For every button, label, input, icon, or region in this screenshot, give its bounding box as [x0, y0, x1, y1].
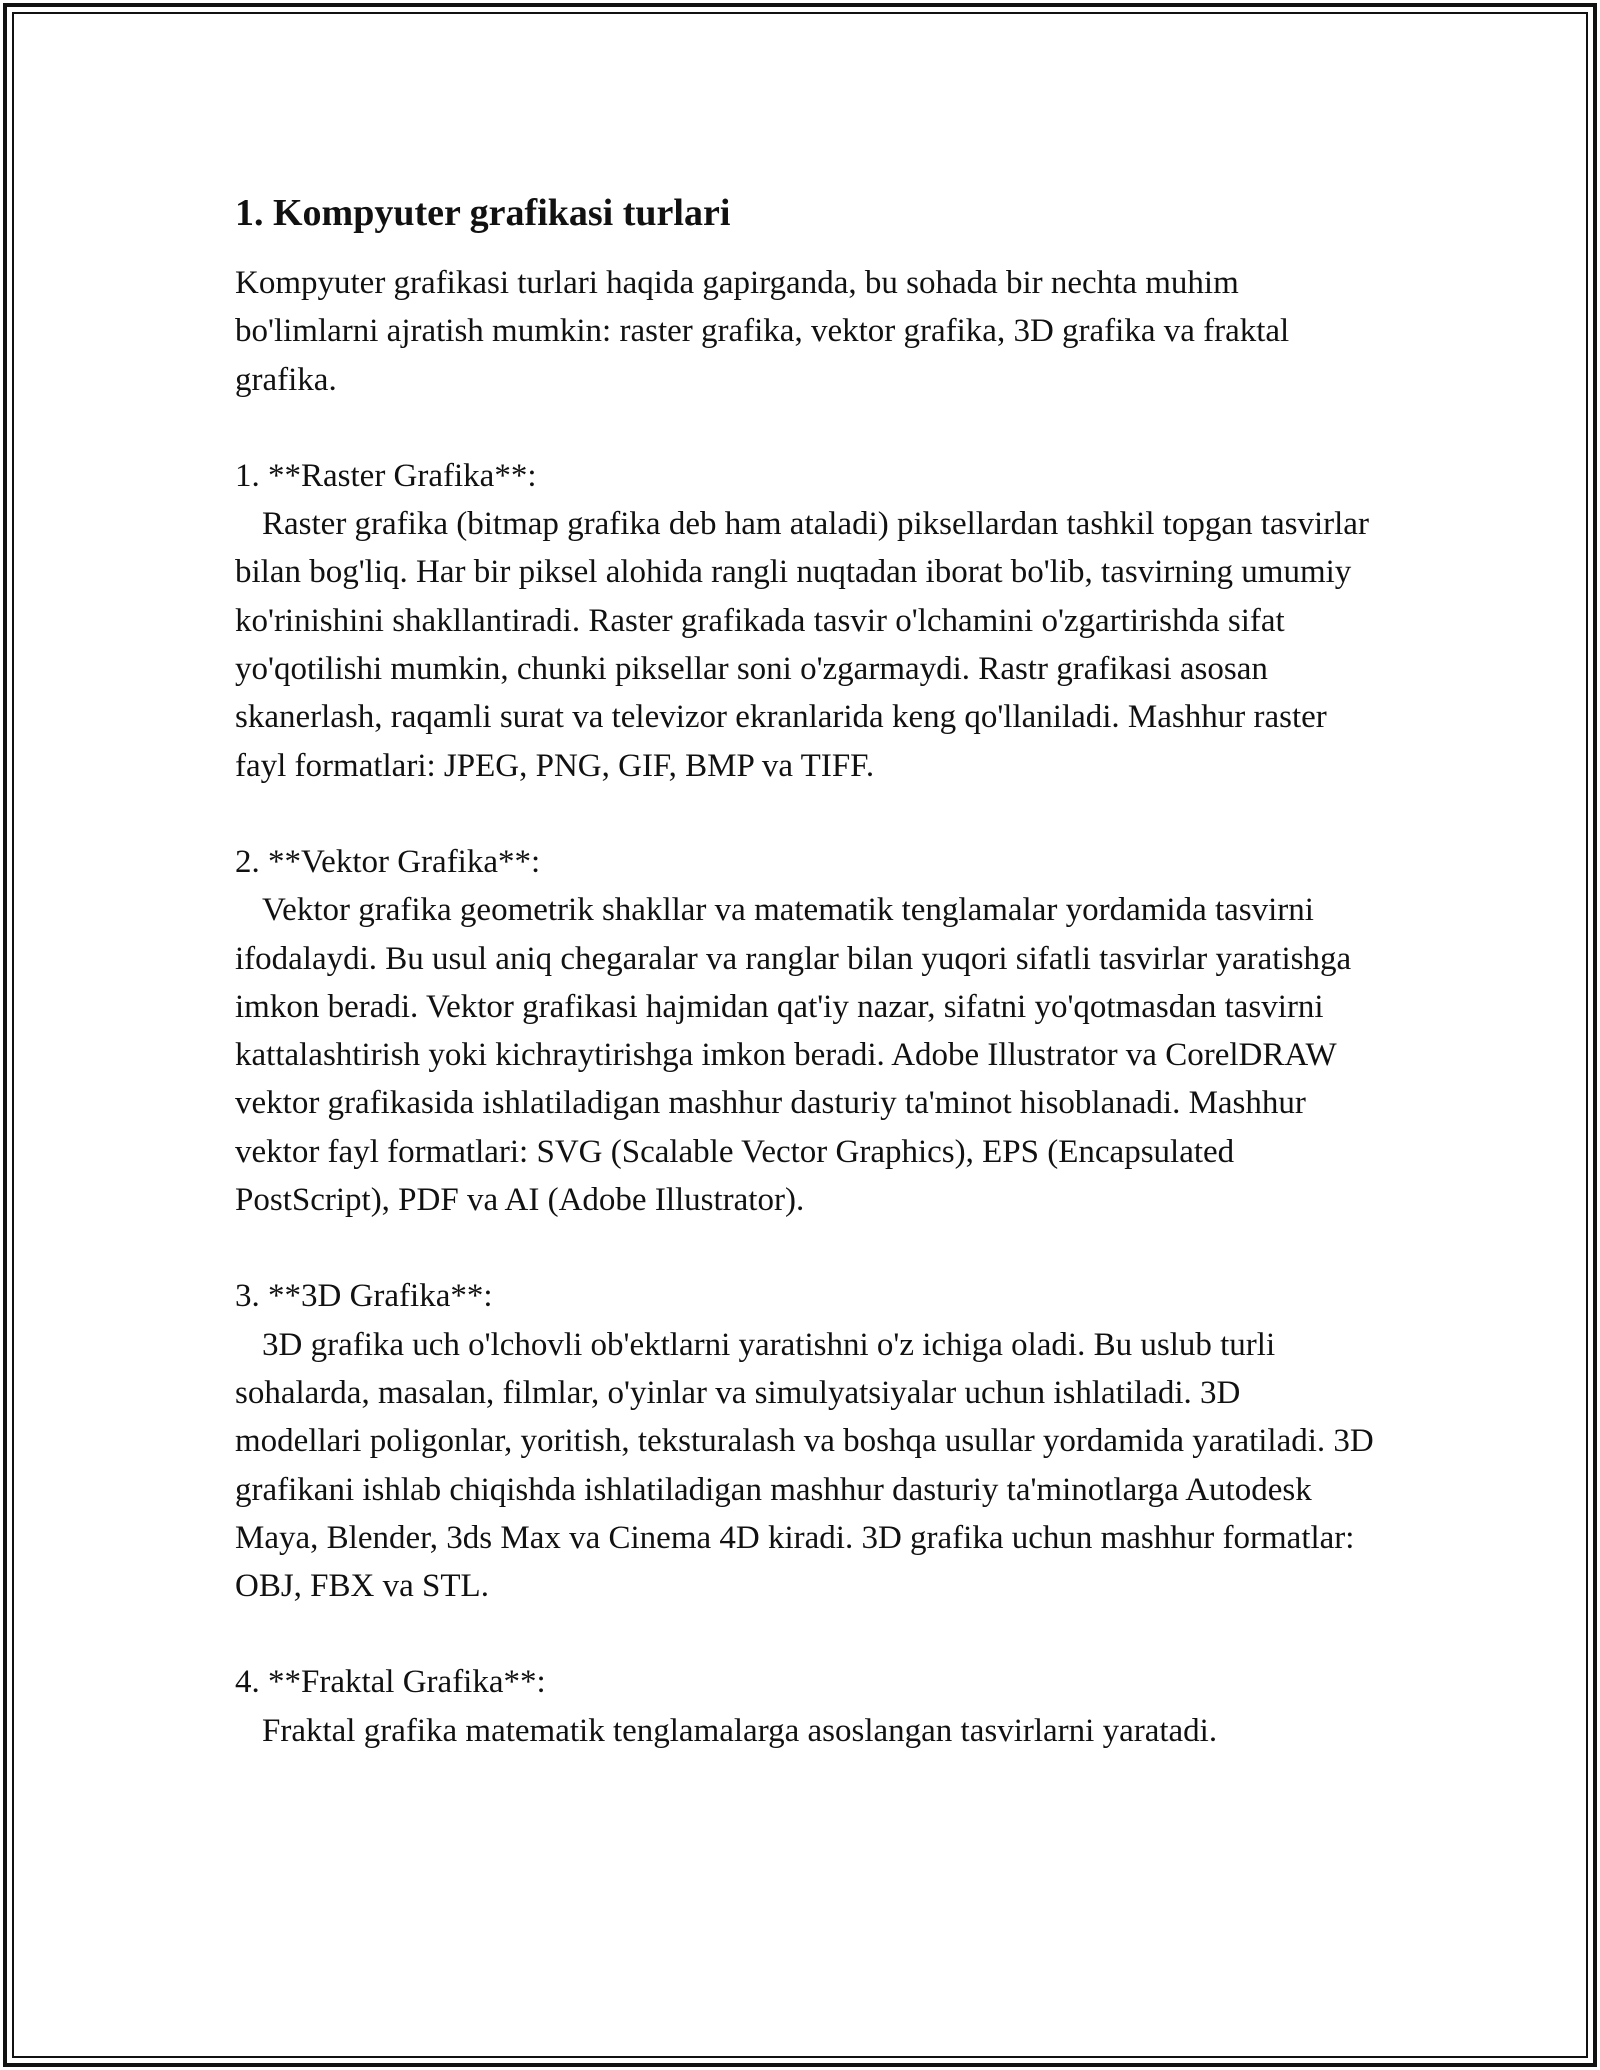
section-body	[235, 1707, 1375, 1755]
document-content	[235, 188, 1375, 1755]
section-body-text: Raster grafika (bitmap grafika deb ham ataladi) piksellardan tashkil topgan tasvirlar bilan bog'liq. Har bir piksel alohida rangli nuqtadan iborat bo'lib, tasvirning umumiy ko'rinishini shakllantiradi. Raster grafikada tasvir o'lchamini o'zgartirishda sifat yo'qotilishi mumkin, chunki piksellar soni o'zgarmaydi. Rastr grafikasi asosan skanerlash, raqamli surat va televizor ekranlarida keng qo'llaniladi. Mashhur raster fayl formatlari: JPEG, PNG, GIF, BMP va TIFF.	[235, 506, 1369, 784]
section-body	[235, 1321, 1375, 1611]
section-heading: 3. **3D Grafika**:	[235, 1278, 493, 1315]
section-heading: 1. **Raster Grafika**:	[235, 457, 537, 494]
section-3d	[235, 1272, 1375, 1610]
section-body	[235, 500, 1375, 790]
section-raster	[235, 452, 1375, 790]
intro-paragraph: Kompyuter grafikasi turlari haqida gapirganda, bu sohada bir nechta muhim bo'limlarni ajratish mumkin: raster grafika, vektor grafika, 3D grafika va fraktal grafika.	[235, 265, 1290, 398]
section-vector	[235, 838, 1375, 1224]
section-body-text: Fraktal grafika matematik tenglamalarga asoslangan tasvirlarni yaratadi.	[262, 1712, 1218, 1749]
section-heading: 4. **Fraktal Grafika**:	[235, 1664, 546, 1701]
section-body-text: Vektor grafika geometrik shakllar va matematik tenglamalar yordamida tasvirni ifodalaydi. Bu usul aniq chegaralar va ranglar bilan yuqori sifatli tasvirlar yaratishga imkon beradi. Vektor grafikasi hajmidan qat'iy nazar, sifatni yo'qotmasdan tasvirni kattalashtirish yoki kichraytirishga imkon beradi. Adobe Illustrator va CorelDRAW vektor grafikasida ishlatiladigan mashhur dasturiy ta'minot hisoblanadi. Mashhur vektor fayl formatlari: SVG (Scalable Vector Graphics), EPS (Encapsulated PostScript), PDF va AI (Adobe Illustrator).	[235, 892, 1352, 1219]
section-body-text: 3D grafika uch o'lchovli ob'ektlarni yaratishni o'z ichiga oladi. Bu uslub turli sohalarda, masalan, filmlar, o'yinlar va simulyatsiyalar uchun ishlatiladi. 3D modellari poligonlar, yoritish, teksturalash va boshqa usullar yordamida yaratiladi. 3D grafikani ishlab chiqishda ishlatiladigan mashhur dasturiy ta'minotlarga Autodesk Maya, Blender, 3ds Max va Cinema 4D kiradi. 3D grafika uchun mashhur formatlar: OBJ, FBX va STL.	[235, 1326, 1374, 1605]
section-fractal	[235, 1658, 1375, 1755]
section-body	[235, 886, 1375, 1224]
section-heading: 2. **Vektor Grafika**:	[235, 843, 541, 880]
page-title: 1. Kompyuter grafikasi turlari	[235, 192, 731, 234]
